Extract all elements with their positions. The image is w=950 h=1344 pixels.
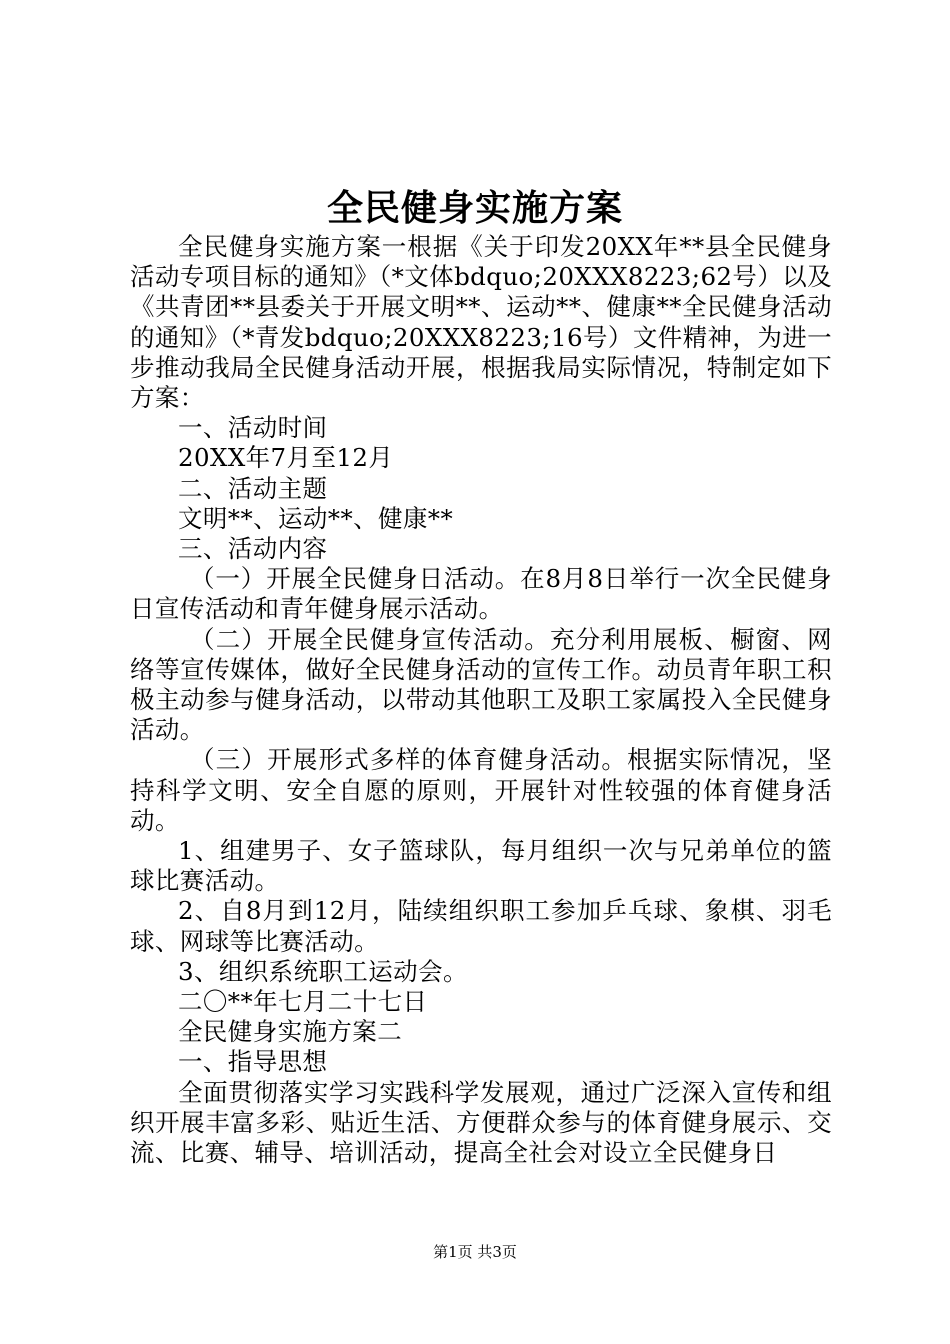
section-title-2: 全民健身实施方案二 (178, 1017, 403, 1047)
paragraph-intro: 全民健身实施方案一根据《关于印发20XX年**县全民健身活动专项目标的通知》（*文体bdquo;20XXX8223;62号）以及《共青团**县委关于开展文明**、运动**、健康**全民健身活动的通知》（*青发bdquo;20XXX8223;16号）文件精神，为进一步推动我局全民健身活动开展，根据我局实际情况，特制定如下方案： (130, 232, 833, 413)
paragraph-activity-theme: 文明**、运动**、健康** (178, 503, 454, 533)
paragraph-date: 二〇**年七月二十七日 (178, 987, 428, 1017)
heading-activity-theme: 二、活动主题 (178, 473, 328, 503)
paragraph-content-3: （三）开展形式多样的体育健身活动。根据实际情况，坚持科学文明、安全自愿的原则，开展针对性较强的体育健身活动。 (130, 745, 832, 835)
page-footer: 第1页 共3页 (433, 1243, 517, 1261)
document-body (130, 232, 832, 1168)
list-item-2: 2、自8月到12月，陆续组织职工参加乒乓球、象棋、羽毛球、网球等比赛活动。 (130, 896, 832, 956)
paragraph-activity-time: 20XX年7月至12月 (178, 443, 394, 473)
paragraph-guiding-thought: 全面贯彻落实学习实践科学发展观，通过广泛深入宣传和组织开展丰富多彩、贴近生活、方便群众参与的体育健身展示、交流、比赛、辅导、培训活动，提高全社会对设立全民健身日 (130, 1077, 832, 1168)
heading-activity-time: 一、活动时间 (178, 413, 328, 443)
heading-guiding-thought: 一、指导思想 (178, 1047, 328, 1077)
paragraph-content-1: （一）开展全民健身日活动。在8月8日举行一次全民健身日宣传活动和青年健身展示活动。 (130, 564, 832, 624)
document-title: 全民健身实施方案 (326, 187, 623, 229)
list-item-3: 3、组织系统职工运动会。 (178, 956, 468, 986)
heading-activity-content: 三、活动内容 (178, 534, 328, 564)
list-item-1: 1、组建男子、女子篮球队，每月组织一次与兄弟单位的篮球比赛活动。 (130, 836, 832, 896)
paragraph-content-2: （二）开展全民健身宣传活动。充分利用展板、橱窗、网络等宣传媒体，做好全民健身活动的宣传工作。动员青年职工积极主动参与健身活动，以带动其他职工及职工家属投入全民健身活动。 (130, 624, 832, 745)
